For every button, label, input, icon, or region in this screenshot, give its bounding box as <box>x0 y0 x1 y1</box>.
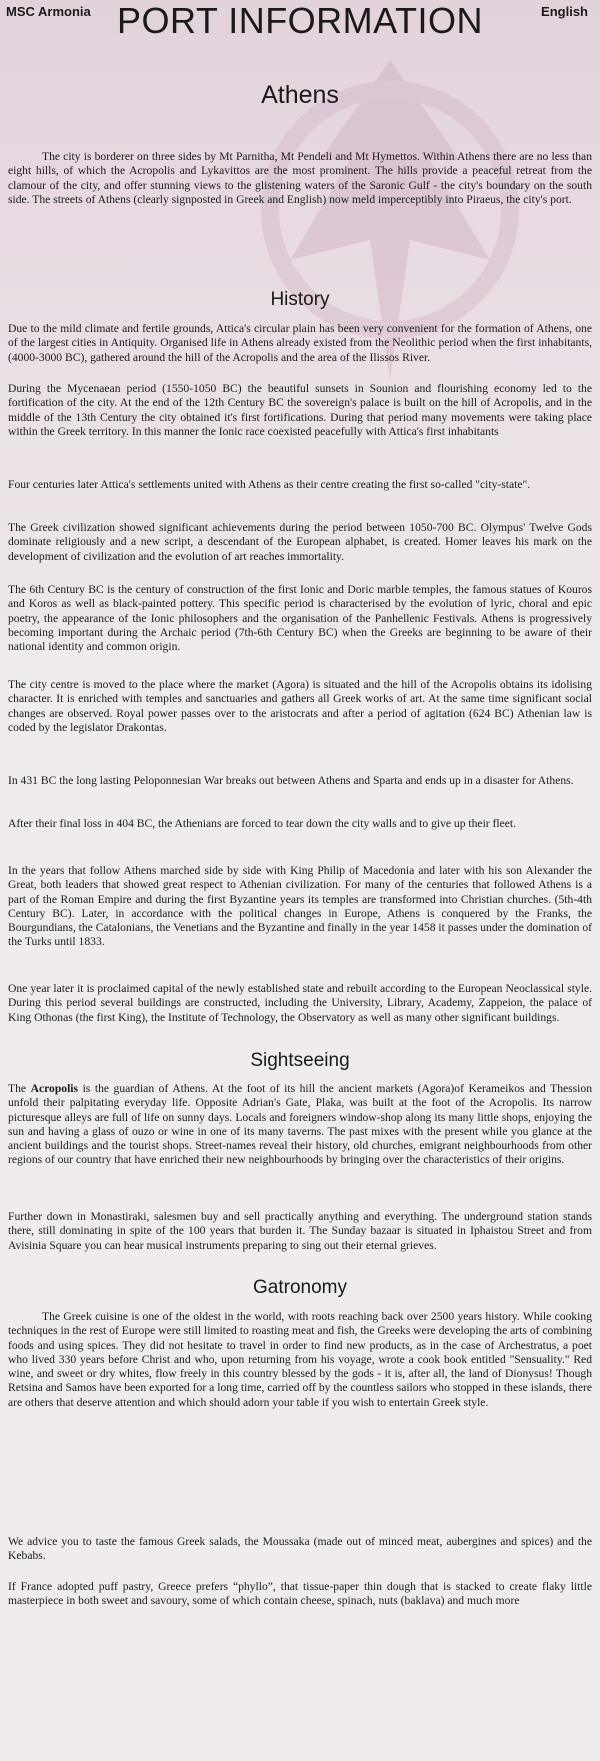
sightseeing-paragraph-2: Further down in Monastiraki, salesmen buy and sell practically anything and everything. The underground station stands there, still dominating in spite of the 100 years that burden it. The Sunday bazaar is situated in Iphaistou Street and from Avisinia Square you can hear musical instruments preparing to sing out their eternal grieves. <box>8 1210 592 1252</box>
sightseeing-paragraph-1 <box>8 1082 592 1168</box>
gastronomy-heading: Gatronomy <box>253 1277 347 1298</box>
intro-paragraph: The city is borderer on three sides by Mt Parnitha, Mt Pendeli and Mt Hymettos. Within Athens there are no less than eight hills, of which the Acropolis and Lykavittos are the most prominent. The hills provide a peaceful retreat from the clamour of the city, and offer stunning views to the glistening waters of the Saronic Gulf - the city's boundary on the south side. The streets of Athens (clearly signposted in Greek and English) now meld imperceptibly into Piraeus, the city's port. <box>8 150 592 206</box>
history-heading: History <box>270 289 330 310</box>
ship-name: MSC Armonia <box>6 4 91 19</box>
gastronomy-paragraph-2: We advice you to taste the famous Greek salads, the Moussaka (made out of minced meat, aubergines and spices) and the Kebabs. <box>8 1535 592 1563</box>
history-paragraph-9: In the years that follow Athens marched side by side with King Philip of Macedonia and later with his son Alexander the Great, both leaders that showed great respect to Athenian civilization. For many of the centuries that followed Athens is a part of the Roman Empire and during the first Byzantine years its temples are transformed into Christian churches. (5th-4th Century BC). Later, in accordance with the political changes in Europe, Athens is conquered by the Franks, the Bourgundians, the Catalonians, the Venetians and the Byzantine and finally in the year 1458 it passes under the domination of the Turks until 1833. <box>8 864 592 949</box>
sightseeing-text-lead: The <box>8 1082 31 1095</box>
history-paragraph-3: Four centuries later Attica's settlements united with Athens as their centre creating the first so-called "city-state". <box>8 478 531 491</box>
history-paragraph-4: The Greek civilization showed significant achievements during the period between 1050-700 BC. Olympus' Twelve Gods dominate religiously and a new script, a descendant of the European alphabet, is created. Homer leaves his mark on the development of civilization and the evolution of art reaches immortality. <box>8 521 592 563</box>
history-paragraph-7: In 431 BC the long lasting Peloponnesian War breaks out between Athens and Sparta and ends up in a disaster for Athens. <box>8 774 574 787</box>
history-paragraph-2: During the Mycenaean period (1550-1050 BC) the beautiful sunsets in Sounion and flourishing economy led to the fortification of the city. At the end of the 12th Century BC the sovereign's palace is built on the hill of Acropolis, and in the middle of the 13th Century the city obtained it's first fortifications. During that period many movements were taking place within the Greek territory. In this manner the Ionic race coexisted peacefully with Attica's first inhabitants <box>8 382 592 438</box>
language-label: English <box>541 4 588 19</box>
sightseeing-text-body: is the guardian of Athens. At the foot of its hill the ancient markets (Agora)of Kerameikos and Thession unfold their palpitating everyday life. Opposite Adrian's Gate, Plaka, was built at the foot of the Acropolis. Its narrow picturesque alleys are full of life on sunny days. Locals and foreigners window-shop along its many little shops, enjoying the sun and having a glass of ouzo or wine in one of its many taverns. The past mixes with the present while you glance at the ancient buildings and the tourist shops. Street-names reveal their history, old churches, emigrant neighbourhoods from other regions of our country that have enriched their new neighbourhoods by bringing over the characteristics of their origins. <box>8 1082 592 1167</box>
gastronomy-paragraph-1: The Greek cuisine is one of the oldest in the world, with roots reaching back over 2500 years history. While cooking techniques in the rest of Europe were still limited to roasting meat and fish, the Greeks were developing the arts of combining foods and using spices. They did not hesitate to travel in order to find new products, as in the case of Archestratus, a poet who lived 330 years before Christ and who, upon returning from his voyage, wrote a cook book entitled "Sensuality." Red wine, and sweet or dry whites, flow freely in this country blessed by the gods - it is, after all, the land of Dionysus! Though Retsina and Samos have been exported for a long time, carried off by the countless sailors who stopped in these islands, there are others that deserve attention and which should adorn your table if you wish to entertain Greek style. <box>8 1310 592 1409</box>
city-title: Athens <box>261 81 339 109</box>
history-paragraph-5: The 6th Century BC is the century of construction of the first Ionic and Doric marble temples, the famous statues of Kouros and Koros as well as black-painted pottery. This specific period is characterised by the evolution of lyric, choral and epic poetry, the appearance of the Ionic philosophers and the organisation of the Panhellenic Festivals. Athens is progressively becoming important during the Archaic period (7th-6th Century BC) when the Greeks are beginning to be aware of their national identity and common origin. <box>8 583 592 654</box>
page-title: PORT INFORMATION <box>116 0 483 41</box>
history-paragraph-10: One year later it is proclaimed capital of the newly established state and rebuilt according to the European Neoclassical style. During this period several buildings are constructed, including the University, Library, Academy, Zappeion, the palace of King Othonas (the first King), the Institute of Technology, the Observatory as well as many other significant buildings. <box>8 982 592 1024</box>
sightseeing-heading: Sightseeing <box>250 1050 350 1071</box>
acropolis-term: Acropolis <box>30 1082 79 1095</box>
history-paragraph-6: The city centre is moved to the place where the market (Agora) is situated and the hill of the Acropolis obtains its idolising character. It is enriched with temples and sanctuaries and gathers all Greek works of art. At the same time significant social changes are observed. Royal power passes over to the aristocrats and after a period of agitation (624 BC) Athenian law is coded by the legislator Drakontas. <box>8 678 592 734</box>
history-paragraph-1: Due to the mild climate and fertile grounds, Attica's circular plain has been very convenient for the formation of Athens, one of the largest cities in Antiquity. Organised life in Athens already existed from the Neolithic period when the first inhabitants, (4000-3000 BC), gathered around the hill of the Acropolis and the area of the Ilissos River. <box>8 322 592 364</box>
gastronomy-paragraph-3: If France adopted puff pastry, Greece prefers “phyllo”, that tissue-paper thin dough that is stacked to create flaky little masterpiece in both sweet and savoury, some of which contain cheese, spinach, nuts (baklava) and much more <box>8 1580 592 1608</box>
history-paragraph-8: After their final loss in 404 BC, the Athenians are forced to tear down the city walls and to give up their fleet. <box>8 817 517 830</box>
